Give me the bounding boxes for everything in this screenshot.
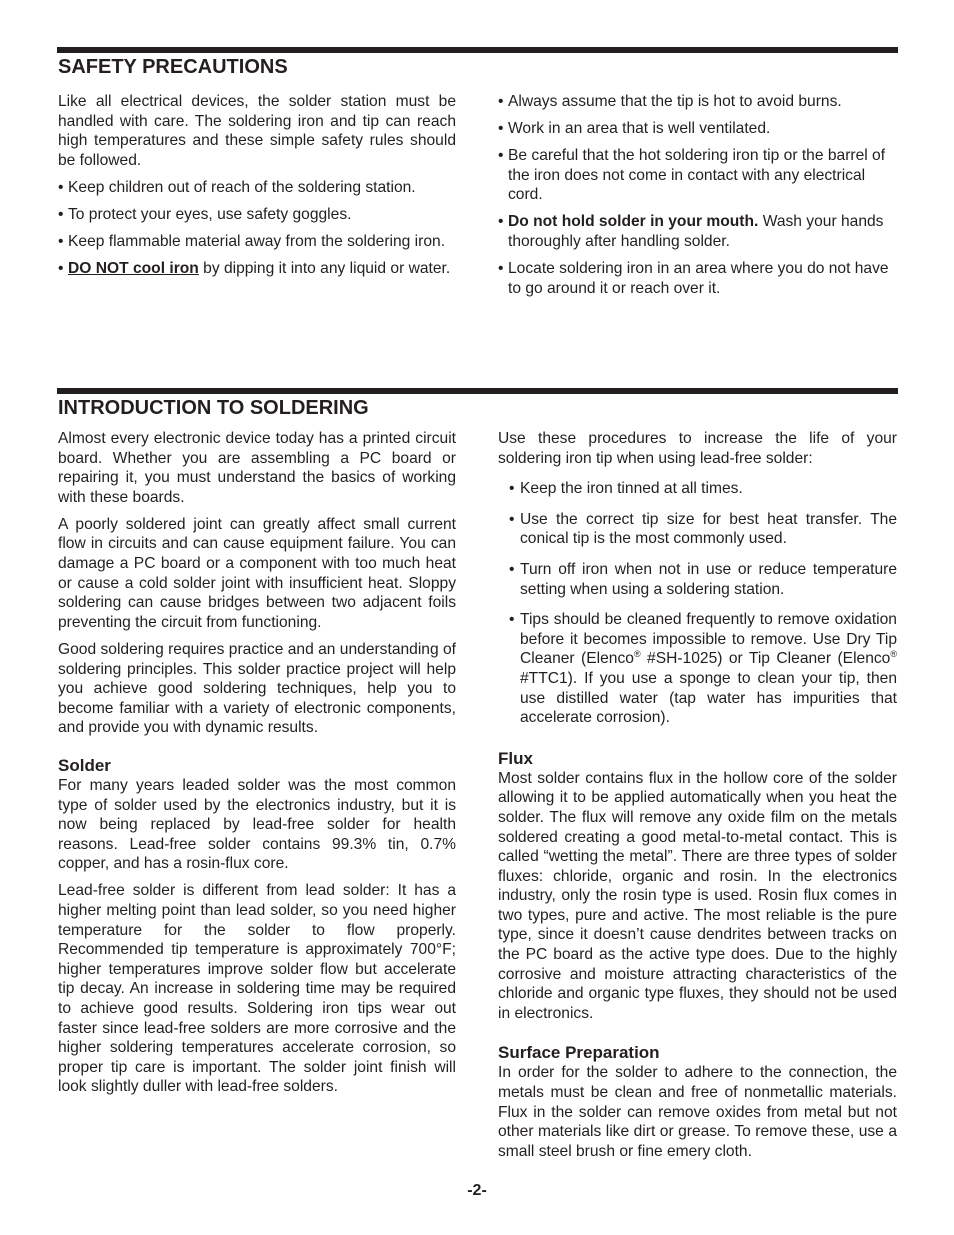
- list-item-text: Wash your hands thoroughly after handling solder.: [508, 213, 884, 251]
- list-item: • Turn off iron when not in use or reduce temperature setting when using a soldering station.: [498, 560, 897, 599]
- surface-prep-paragraph: In order for the solder to adhere to the connection, the metals must be clean and free of nonmetallic materials. Flux in the solder can remove oxides from metal but not other materials like dirt or grease. To remove these, use a small steel brush or fine emery cloth.: [498, 1064, 897, 1160]
- solder-heading: Solder: [58, 755, 111, 775]
- safety-title: SAFETY PRECAUTIONS: [58, 56, 288, 78]
- list-item: • Work in an area that is well ventilated.: [498, 119, 897, 139]
- safety-right-column: [498, 92, 897, 306]
- list-item: • Keep the iron tinned at all times.: [498, 479, 897, 499]
- intro-title: INTRODUCTION TO SOLDERING: [58, 397, 369, 419]
- intro-paragraph: Good soldering requires practice and an understanding of soldering principles. This solder practice project will help you achieve good soldering techniques, help you to become familiar with a variety of electronic components, and provide you with dynamic results.: [58, 640, 456, 737]
- list-item: • Locate soldering iron in an area where you do not have to go around it or reach over it.: [498, 259, 897, 298]
- intro-paragraph: Almost every electronic device today has a printed circuit board. Whether you are assembling a PC board or repairing it, you must understand the basics of working with these boards.: [58, 430, 456, 506]
- intro-paragraph: A poorly soldered joint can greatly affect small current flow in circuits and can cause equipment failure. You can damage a PC board or a component with too much heat or cause a cold solder joint with insufficient heat. Sloppy soldering can cause bridges between two adjacent foils preventing the circuit from functioning.: [58, 515, 456, 631]
- list-item-text: #SH-1025) or Tip Cleaner (Elenco: [640, 650, 891, 668]
- intro-left-column: [58, 429, 456, 1104]
- surface-prep-heading: Surface Preparation: [498, 1043, 660, 1063]
- list-item: • Always assume that the tip is hot to avoid burns.: [498, 92, 897, 112]
- warning-text: Do not hold solder in your mouth.: [508, 213, 759, 231]
- solder-paragraph: For many years leaded solder was the most common type of solder used by the electronics industry, but it is now being replaced by lead-free solder for health reasons. Lead-free solder contains 99.3% tin, 0.7% copper, and has a rosin-flux core.: [58, 776, 456, 873]
- list-item-text: by dipping it into any liquid or water.: [198, 260, 451, 278]
- list-item: • Use the correct tip size for best heat transfer. The conical tip is the most commonly used.: [498, 510, 897, 549]
- list-item: • To protect your eyes, use safety goggles.: [58, 205, 456, 225]
- registered-mark: ®: [633, 649, 641, 660]
- safety-intro: Like all electrical devices, the solder station must be handled with care. The soldering iron and tip can reach high temperatures and these simple safety rules should be followed.: [58, 93, 456, 169]
- list-item-cool-iron: [58, 259, 456, 279]
- section-divider-safety: [57, 47, 898, 53]
- section-divider-intro: [57, 388, 898, 394]
- list-item: • Be careful that the hot soldering iron tip or the barrel of the iron does not come in contact with any electrical cord.: [498, 146, 897, 205]
- registered-mark: ®: [890, 649, 897, 660]
- list-item-tip-cleaning: [498, 610, 897, 728]
- warning-text: DO NOT cool iron: [68, 260, 199, 278]
- flux-heading: Flux: [498, 748, 533, 768]
- list-item: • Keep flammable material away from the soldering iron.: [58, 232, 456, 252]
- list-item-text: #TTC1). If you use a sponge to clean your tip, then use distilled water (tap water has impurities that accelerate corrosion).: [520, 669, 897, 727]
- page-number: -2-: [467, 1182, 487, 1199]
- intro-right-column: [498, 429, 897, 1169]
- list-item: • Keep children out of reach of the soldering station.: [58, 178, 456, 198]
- list-item-mouth: [498, 212, 897, 251]
- list-item-text: Tips should be cleaned frequently to remove oxidation before it becomes impossible to remove. Use Dry Tip Cleaner (Elenco: [520, 611, 897, 668]
- solder-paragraph: Lead-free solder is different from lead solder: It has a higher melting point than lead solder, so you need higher temperature for the solder to flow properly. Recommended tip temperature is approximately 700°F; higher temperatures improve solder flow but accelerate tip decay. An increase in soldering time may be required to achieve good results. Soldering iron tips wear out faster since lead-free solders are more corrosive and the higher soldering temperatures accelerate corrosion, so proper tip care is important. The solder joint finish will look slightly duller with lead-free solders.: [58, 882, 456, 1096]
- tips-intro: Use these procedures to increase the life of your soldering iron tip when using lead-free solder:: [498, 430, 897, 467]
- safety-left-column: [58, 92, 456, 286]
- flux-paragraph: Most solder contains flux in the hollow core of the solder allowing it to be applied automatically when you heat the solder. The flux will remove any oxide film on the metals soldered creating a good metal-to-metal contact. This is called “wetting the metal”. There are three types of solder fluxes: chloride, organic and rosin. In the electronics industry, only the rosin type is used. Rosin flux comes in two types, pure and active. The most reliable is the pure type, since it doesn’t cause dendrites between tracks on the PC board as the active type does. Due to the highly corrosive and moisture attracting characteristics of the chloride and organic type fluxes, they should not be used in electronics.: [498, 769, 897, 1022]
